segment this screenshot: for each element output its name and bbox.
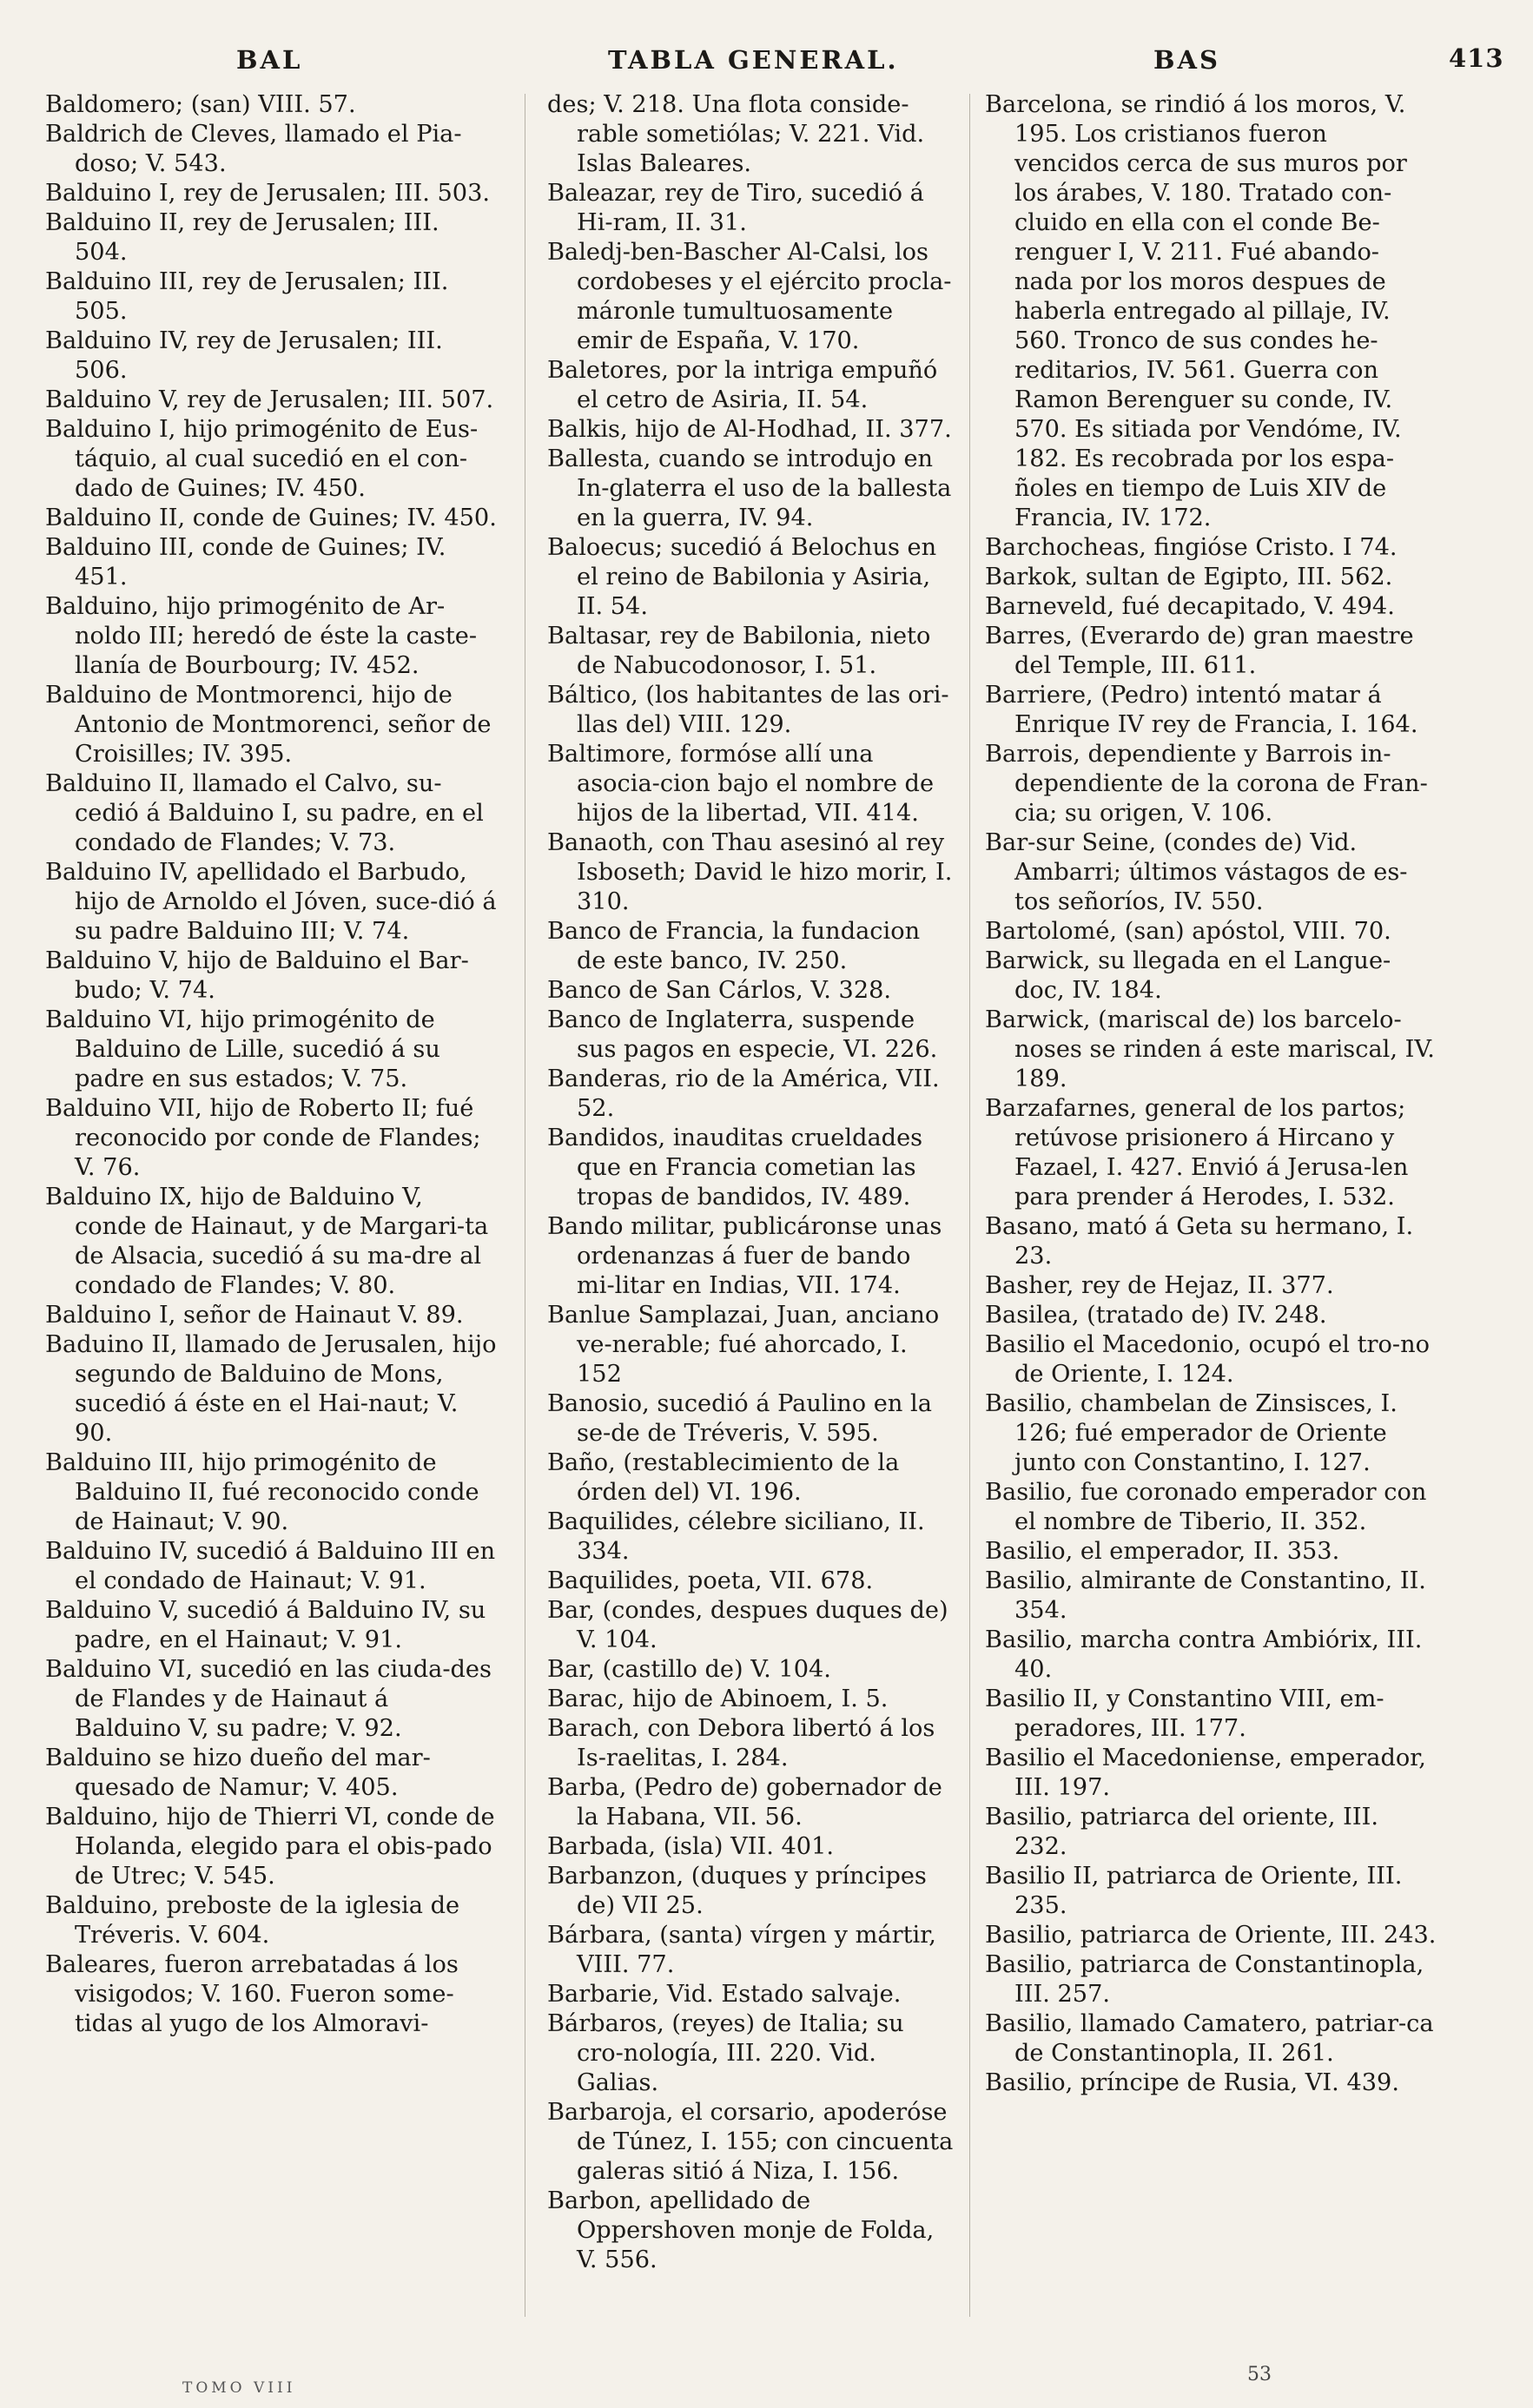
index-entry: Barbanzon, (duques y príncipes de) VII 25. bbox=[547, 1863, 927, 1919]
index-entry: Balduino III, hijo primogénito de Balduino II, fué reconocido conde de Hainaut; V. 90. bbox=[45, 1449, 479, 1535]
index-entry: Ballesta, cuando se introdujo en In-glaterra el uso de la ballesta en la guerra, IV. 94. bbox=[547, 445, 952, 531]
index-entry: Basilio, almirante de Constantino, II. 354. bbox=[985, 1567, 1426, 1624]
index-entry: Baldrich de Cleves, llamado el Pia-doso; V. 543. bbox=[45, 121, 462, 177]
index-entry: Bar, (condes, despues duques de) V. 104. bbox=[547, 1597, 948, 1653]
index-entry: Bárbaros, (reyes) de Italia; su cro-nología, III. 220. Vid. Galias. bbox=[547, 2010, 904, 2096]
index-entry: Basilio, fue coronado emperador con el nombre de Tiberio, II. 352. bbox=[985, 1479, 1427, 1535]
index-column-1 bbox=[45, 90, 497, 2039]
index-entry: Balduino IV, sucedió á Balduino III en el condado de Hainaut; V. 91. bbox=[45, 1538, 496, 1594]
index-entry: Basilio, marcha contra Ambiórix, III. 40. bbox=[985, 1626, 1423, 1683]
index-entry: Balduino I, rey de Jerusalen; III. 503. bbox=[45, 180, 491, 207]
index-entry: Barbarie, Vid. Estado salvaje. bbox=[547, 1981, 902, 2008]
index-entry: Balduino V, sucedió á Balduino IV, su padre, en el Hainaut; V. 91. bbox=[45, 1597, 486, 1653]
index-entry: Balduino V, hijo de Balduino el Bar-budo; V. 74. bbox=[45, 947, 469, 1004]
index-entry: Basilio II, y Constantino VIII, em-peradores, III. 177. bbox=[985, 1686, 1384, 1742]
index-entry: Bárbara, (santa) vírgen y mártir, VIII. 77. bbox=[547, 1922, 936, 1978]
index-entry: Baño, (restablecimiento de la órden del) VI. 196. bbox=[547, 1449, 900, 1506]
index-entry: Barrois, dependiente y Barrois in-dependiente de la corona de Fran-cia; su origen, V. 106. bbox=[985, 741, 1428, 827]
index-entry: Basilio, el emperador, II. 353. bbox=[985, 1538, 1340, 1565]
index-entry: Basilio, patriarca de Oriente, III. 243. bbox=[985, 1922, 1437, 1949]
index-entry: Basilea, (tratado de) IV. 248. bbox=[985, 1302, 1327, 1329]
index-entry: des; V. 218. Una flota conside-rable sometiólas; V. 221. Vid. Islas Baleares. bbox=[547, 91, 925, 177]
index-entry: Banco de Francia, la fundacion de este banco, IV. 250. bbox=[547, 918, 921, 974]
index-entry: Baltasar, rey de Babilonia, nieto de Nabucodonosor, I. 51. bbox=[547, 623, 931, 679]
index-entry: Barac, hijo de Abinoem, I. 5. bbox=[547, 1686, 889, 1712]
index-entry: Banderas, rio de la América, VII. 52. bbox=[547, 1065, 940, 1122]
running-head-title: TABLA GENERAL. bbox=[608, 45, 899, 75]
index-entry: Bartolomé, (san) apóstol, VIII. 70. bbox=[985, 918, 1391, 945]
index-entry: Barbaroja, el corsario, apoderóse de Túnez, I. 155; con cincuenta galeras sitió á Niza, I. 156. bbox=[547, 2099, 954, 2185]
index-entry: Balduino, hijo primogénito de Ar-noldo III; heredó de éste la caste-llanía de Bourbourg; IV. 452. bbox=[45, 593, 478, 679]
index-entry: Balduino, preboste de la iglesia de Tréveris. V. 604. bbox=[45, 1892, 460, 1949]
index-entry: Baletores, por la intriga empuñó el cetro de Asiria, II. 54. bbox=[547, 357, 938, 413]
index-entry: Bando militar, publicáronse unas ordenanzas á fuer de bando mi-litar en Indias, VII. 174. bbox=[547, 1213, 942, 1299]
index-entry: Barwick, (mariscal de) los barcelo-noses se rinden á este mariscal, IV. 189. bbox=[985, 1006, 1435, 1092]
index-entry: Banco de San Cárlos, V. 328. bbox=[547, 977, 892, 1004]
index-entry: Baleazar, rey de Tiro, sucedió á Hi-ram, II. 31. bbox=[547, 180, 924, 236]
index-column-2 bbox=[547, 90, 955, 2275]
index-entry: Baloecus; sucedió á Belochus en el reino de Babilonia y Asiria, II. 54. bbox=[547, 534, 937, 620]
index-entry: Balduino II, llamado el Calvo, su-cedió á Balduino I, su padre, en el condado de Flandes; V. 73. bbox=[45, 770, 484, 856]
index-entry: Banco de Inglaterra, suspende sus pagos en especie, VI. 226. bbox=[547, 1006, 938, 1063]
index-entry: Balduino II, rey de Jerusalen; III. 504. bbox=[45, 209, 439, 266]
index-entry: Balduino VI, hijo primogénito de Balduino de Lille, sucedió á su padre en sus estados; V. 75. bbox=[45, 1006, 440, 1092]
signature-mark: 53 bbox=[1247, 2364, 1272, 2385]
index-entry: Balduino III, rey de Jerusalen; III. 505. bbox=[45, 268, 449, 325]
index-entry: Baleares, fueron arrebatadas á los visigodos; V. 160. Fueron some-tidas al yugo de los Almoravi- bbox=[45, 1951, 459, 2037]
index-entry: Balduino I, señor de Hainaut V. 89. bbox=[45, 1302, 464, 1329]
index-entry: Banaoth, con Thau asesinó al rey Isboseth; David le hizo morir, I. 310. bbox=[547, 829, 953, 915]
index-column-3 bbox=[985, 90, 1437, 2098]
index-entry: Baltimore, formóse allí una asocia-cion bajo el nombre de hijos de la libertad, VII. 414. bbox=[547, 741, 935, 827]
index-entry: Balduino IV, apellidado el Barbudo, hijo de Arnoldo el Jóven, suce-dió á su padre Balduino III; V. 74. bbox=[45, 859, 497, 945]
index-entry: Balduino IV, rey de Jerusalen; III. 506. bbox=[45, 327, 443, 384]
page-number: 413 bbox=[1449, 43, 1504, 73]
index-entry: Basilio, príncipe de Rusia, VI. 439. bbox=[985, 2069, 1399, 2096]
index-entry: Balduino se hizo dueño del mar-quesado de Namur; V. 405. bbox=[45, 1745, 431, 1801]
index-entry: Baldomero; (san) VIII. 57. bbox=[45, 91, 356, 118]
volume-footer: TOMO VIII bbox=[182, 2379, 296, 2397]
index-entry: Balduino III, conde de Guines; IV. 451. bbox=[45, 534, 446, 590]
index-entry: Balduino de Montmorenci, hijo de Antonio de Montmorenci, señor de Croisilles; IV. 395. bbox=[45, 682, 492, 768]
index-entry: Balduino, hijo de Thierri VI, conde de Holanda, elegido para el obis-pado de Utrec; V. 545. bbox=[45, 1804, 495, 1890]
index-entry: Basilio, chambelan de Zinsisces, I. 126; fué emperador de Oriente junto con Constantino, I. 127. bbox=[985, 1390, 1398, 1476]
index-entry: Balduino IX, hijo de Balduino V, conde de Hainaut, y de Margari-ta de Alsacia, sucedió á su ma-dre al condado de Flandes; V. 80. bbox=[45, 1184, 489, 1299]
index-entry: Barzafarnes, general de los partos; retúvose prisionero á Hircano y Fazael, I. 427. Envió á Jerusa-len para prender á Herodes, I. 532. bbox=[985, 1095, 1409, 1211]
index-entry: Balduino I, hijo primogénito de Eus-táquio, al cual sucedió en el con-dado de Guines; IV. 450. bbox=[45, 416, 479, 502]
index-entry: Basilio II, patriarca de Oriente, III. 235. bbox=[985, 1863, 1403, 1919]
index-entry: Bar-sur Seine, (condes de) Vid. Ambarri; últimos vástagos de es-tos señoríos, IV. 550. bbox=[985, 829, 1408, 915]
index-entry: Banlue Samplazai, Juan, anciano ve-nerable; fué ahorcado, I. 152 bbox=[547, 1302, 940, 1388]
index-entry: Balkis, hijo de Al-Hodhad, II. 377. bbox=[547, 416, 952, 443]
index-entry: Balduino II, conde de Guines; IV. 450. bbox=[45, 505, 497, 531]
index-entry: Baledj-ben-Bascher Al-Calsi, los cordobeses y el ejército procla-máronle tumultuosamente emir de España, V. 170. bbox=[547, 239, 952, 354]
index-entry: Balduino VI, sucedió en las ciuda-des de Flandes y de Hainaut á Balduino V, su padre; V. 92. bbox=[45, 1656, 492, 1742]
index-entry: Baquilides, célebre siciliano, II. 334. bbox=[547, 1508, 925, 1565]
index-entry: Bandidos, inauditas crueldades que en Francia cometian las tropas de bandidos, IV. 489. bbox=[547, 1125, 923, 1211]
index-entry: Basilio el Macedonio, ocupó el tro-no de Oriente, I. 124. bbox=[985, 1331, 1430, 1388]
index-entry: Barbon, apellidado de Oppershoven monje de Folda, V. 556. bbox=[547, 2187, 935, 2273]
index-entry: Barach, con Debora libertó á los Is-raelitas, I. 284. bbox=[547, 1715, 935, 1771]
index-entry: Basilio, llamado Camatero, patriar-ca de Constantinopla, II. 261. bbox=[985, 2010, 1434, 2067]
index-entry: Basher, rey de Hejaz, II. 377. bbox=[985, 1272, 1334, 1299]
index-entry: Basilio, patriarca del oriente, III. 232. bbox=[985, 1804, 1379, 1860]
index-entry: Baquilides, poeta, VII. 678. bbox=[547, 1567, 874, 1594]
index-entry: Bar, (castillo de) V. 104. bbox=[547, 1656, 831, 1683]
running-head-right: BAS bbox=[1153, 45, 1220, 75]
running-head-left: BAL bbox=[236, 45, 303, 75]
column-divider bbox=[969, 94, 970, 2317]
index-entry: Barneveld, fué decapitado, V. 494. bbox=[985, 593, 1395, 620]
index-entry: Basilio el Macedoniense, emperador, III. 197. bbox=[985, 1745, 1426, 1801]
index-entry: Basano, mató á Geta su hermano, I. 23. bbox=[985, 1213, 1414, 1270]
index-entry: Barkok, sultan de Egipto, III. 562. bbox=[985, 564, 1393, 590]
index-entry: Barriere, (Pedro) intentó matar á Enrique IV rey de Francia, I. 164. bbox=[985, 682, 1418, 738]
index-entry: Barbada, (isla) VII. 401. bbox=[547, 1833, 835, 1860]
index-entry: Basilio, patriarca de Constantinopla, III. 257. bbox=[985, 1951, 1424, 2008]
index-entry: Barchocheas, fingióse Cristo. I 74. bbox=[985, 534, 1398, 561]
index-entry: Barwick, su llegada en el Langue-doc, IV. 184. bbox=[985, 947, 1391, 1004]
index-entry: Barres, (Everardo de) gran maestre del Temple, III. 611. bbox=[985, 623, 1414, 679]
index-entry: Banosio, sucedió á Paulino en la se-de de Tréveris, V. 595. bbox=[547, 1390, 932, 1447]
index-entry: Barba, (Pedro de) gobernador de la Habana, VII. 56. bbox=[547, 1774, 942, 1831]
index-entry: Barcelona, se rindió á los moros, V. 195. Los cristianos fueron vencidos cerca de sus muros por los árabes, V. 180. Tratado con-cluido en ella con el conde Be-renguer I, V. 211. Fué abando-nada por los moros despues de haberla entregado al pillaje, IV. 560. Tronco de sus condes he-reditarios, IV. 561. Guerra con Ramon Berenguer su conde, IV. 570. Es sitiada por Vendóme, IV. 182. Es recobrada por los espa-ñoles en tiempo de Luis XIV de Francia, IV. 172. bbox=[985, 91, 1407, 531]
index-entry: Balduino VII, hijo de Roberto II; fué reconocido por conde de Flandes; V. 76. bbox=[45, 1095, 481, 1181]
index-entry: Baduino II, llamado de Jerusalen, hijo segundo de Balduino de Mons, sucedió á éste en el Hai-naut; V. 90. bbox=[45, 1331, 497, 1447]
index-entry: Balduino V, rey de Jerusalen; III. 507. bbox=[45, 386, 494, 413]
index-entry: Báltico, (los habitantes de las ori-llas del) VIII. 129. bbox=[547, 682, 949, 738]
